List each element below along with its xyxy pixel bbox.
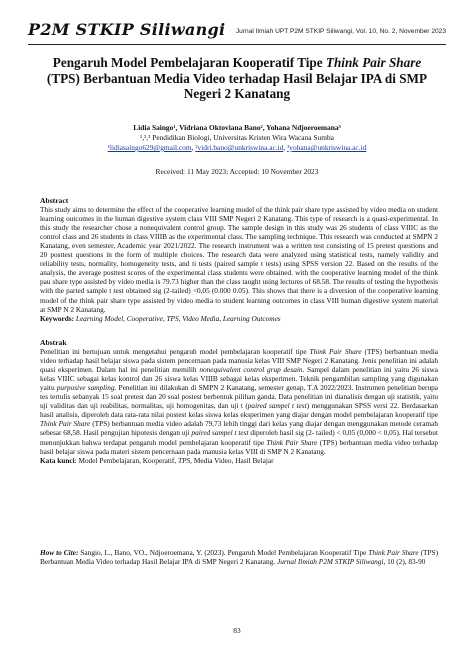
abstrak-text: (TPS) berbantuan media video terhadap hasil belajar siswa pada sistem pencernaan pada manusia kelas VIII SMP Negeri 2 Kanatang. Jenis penelitian ini adalah quasi eksperimen. Dalam hal ini penelitian memilih (40, 347, 438, 375)
abstrak-text: ) menggunakan SPSS versi 22. Berdasarkan hasil analisis, diperoleh data rata-rata nilai postest kelas siswa kelas eksperimen yang diajar dengan model pembelajaran kooperatif tipe (40, 401, 438, 420)
abstract-heading: Abstract (40, 196, 69, 205)
cite-label: How to Cite: (40, 548, 79, 557)
cite-journal: Jurnal Ilmiah P2M STKIP Siliwangi (277, 557, 384, 567)
abstrak-italic: paired sampel t test (247, 401, 307, 411)
abstrak-section (40, 338, 438, 465)
how-to-cite (40, 548, 438, 566)
email-link-3[interactable]: ³yohana@unkriswina.ac.id (287, 143, 367, 152)
title-line2: (TPS) Berbantuan Media Video terhadap Hasil Belajar IPA di SMP (46, 70, 428, 86)
keywords-text: Learning Model, Cooperative, TPS, Video Media, Learning Outcomes (74, 313, 281, 323)
abstrak-italic: nonequivalent control grup desain. (199, 365, 305, 375)
abstrak-text: Penelitian ini bertujuan untuk mengetahui pengaruh model pembelajaran kooperatif tipe (40, 347, 310, 357)
abstrak-text: Sampel dalam penelitian ini yaitu 26 siswa kelas VIIIC sebagai kelas kontrol dan 26 siswa kelas VIIIB sebagai kelas eksperimen. Teknik pengambilan sampling yang digunakan yaitu (40, 365, 438, 393)
title-line1-b: Think Pair Share (325, 55, 422, 70)
abstrak-italic: Think Pair Share (309, 347, 362, 357)
cite-text: , 10 (2), 83-90 (383, 557, 426, 567)
kata-kunci (40, 456, 438, 465)
abstrak-body (40, 347, 438, 456)
abstrak-text: (TPS) berbantuan media video adalah 79,73 lebih tinggi dari kelas yang diajar dengan menggunakan metode ceramah sebesar 68,58. Hasil pengujian hipotesis dengan uji (40, 419, 438, 438)
abstrak-italic: Think Pair Share (40, 419, 91, 429)
abstract-body: This study aims to determine the effect of the cooperative learning model of the think pair share type assisted by video media on student learning outcomes in the human digestive system class VIII SMP Negeri 2 Kanatang. This type of research is a quasi-experimental. In this study the researcher chose a nonequivalent control group. The sample design in this study was 26 students of class VIIIC as the control class and 26 students in class VIIIB as the experimental class. The sampling technique. This research was conducted at SMPN 2 Kanatang, even semester, Academic year 2021/2022. The research instrument was a written test consisting of 15 pretest questions and 20 posttest questions in the form of multiple choices. The research data were analyzed using statistical tests, namely validity and reliability tests, normality, homogeneity tests, and ti tests (paired sample t tests) using SPSS version 22. Based on the results of the analysis, the average posttest scores of the experimental class students were obtained. with the cooperative learning model of the think pau share type assisted by video media is 79.73 higher than the class taught using lectures of 68.58. The results of testing the hypothesis with the parted sample t test obtained sig (2-tailed) <0,05 (0.000 0.05). This shows that there is a diversion of the cooperative learning model of the think pair share type assisted by video media to student learning outcomes in class VIII human digestive system material at SMP N 2 Kanatang. (40, 205, 438, 314)
emails: ¹lidiasaingo629@gmail.com, ²vidri.bano@unkriswina.ac.id, ³yohana@unkriswina.ac.id (107, 143, 367, 152)
kata-kunci-label: Kata kunci (40, 455, 75, 465)
abstrak-text: diperoleh hasil sig (2- tailed) < 0,05 (0,000 < 0,05). Hal tersebut menunjukkan bahwa terdapat pengaruh model pembelajaran kooperatif tipe (40, 428, 438, 447)
affiliation: ¹,²,³ Pendidikan Biologi, Universitas Kristen Wira Wacana Sumba (140, 133, 334, 142)
keywords (40, 314, 438, 323)
email-link-1[interactable]: ¹lidiasaingo629@gmail.com (107, 143, 192, 152)
abstrak-italic: Think Pair Share (266, 437, 318, 447)
abstrak-text: (TPS) berbantuan media video terhadap hasil belajar siswa pada materi sistem pencernaan pada manusia kelas VIII di SMP N 2 Kanatang. (40, 437, 438, 456)
kata-kunci-italic: TPS, (178, 455, 193, 465)
cite-text: (TPS) Berbantuan Media Video terhadap Hasil Belajar IPA di SMP Negeri 2 Kanatang. (40, 548, 439, 567)
cite-text: Sangio, L., Bano, VO., Ndjoeroemana, Y. (2023). Pengaruh Model Pembelajaran Kooperatif Tipe (78, 548, 369, 557)
authors-block (20, 123, 454, 153)
title-line3: Negeri 2 Kanatang (183, 86, 291, 101)
abstrak-italic: purposive sampling. (56, 383, 117, 393)
abstract-section (40, 196, 438, 323)
author-names: Lidia Saingo¹, Vidriana Oktoviana Bano², Yohana Ndjoeroemana³ (133, 123, 341, 132)
keywords-label: Keywords: (40, 313, 75, 323)
cite-italic: Think Pair Share (368, 548, 419, 557)
title-line1-a: Pengaruh Model Pembelajaran Kooperatif Tipe (52, 55, 326, 70)
abstrak-text: Penelitian ini dilakukan di SMPN 2 Kanatang, semester genap, T.A 2022/2023. Instrumen penelitian berupa tes tertulis sebanyak 15 soal pretest dan 20 soal postest berbentuk pilihan ganda. Data penelitian ini dianalisis dengan uji statistik, yaitu uji validitas dan uji reabilitas, normalitas, uji homogenitas, dan uji t ( (40, 383, 438, 411)
received-date: Received: 11 May 2023; Accepted: 10 November 2023 (155, 167, 319, 176)
abstrak-heading: Abstrak (40, 338, 67, 347)
page-header (28, 22, 446, 45)
page-number: 83 (233, 626, 241, 635)
article-title (40, 55, 434, 102)
kata-kunci-text: Media Video, Hasil Belajar (192, 455, 274, 465)
journal-info: Jurnal Ilmiah UPT P2M STKIP Siliwangi, Vol. 10, No. 2, November 2023 (235, 28, 446, 35)
kata-kunci-text: : Model Pembelajaran, Kooperatif, (74, 455, 179, 465)
email-link-2[interactable]: ²vidri.bano@unkriswina.ac.id (195, 143, 284, 152)
abstrak-italic: paired sampel t test (191, 428, 249, 438)
journal-logo: P2M STKIP Siliwangi (28, 20, 226, 39)
